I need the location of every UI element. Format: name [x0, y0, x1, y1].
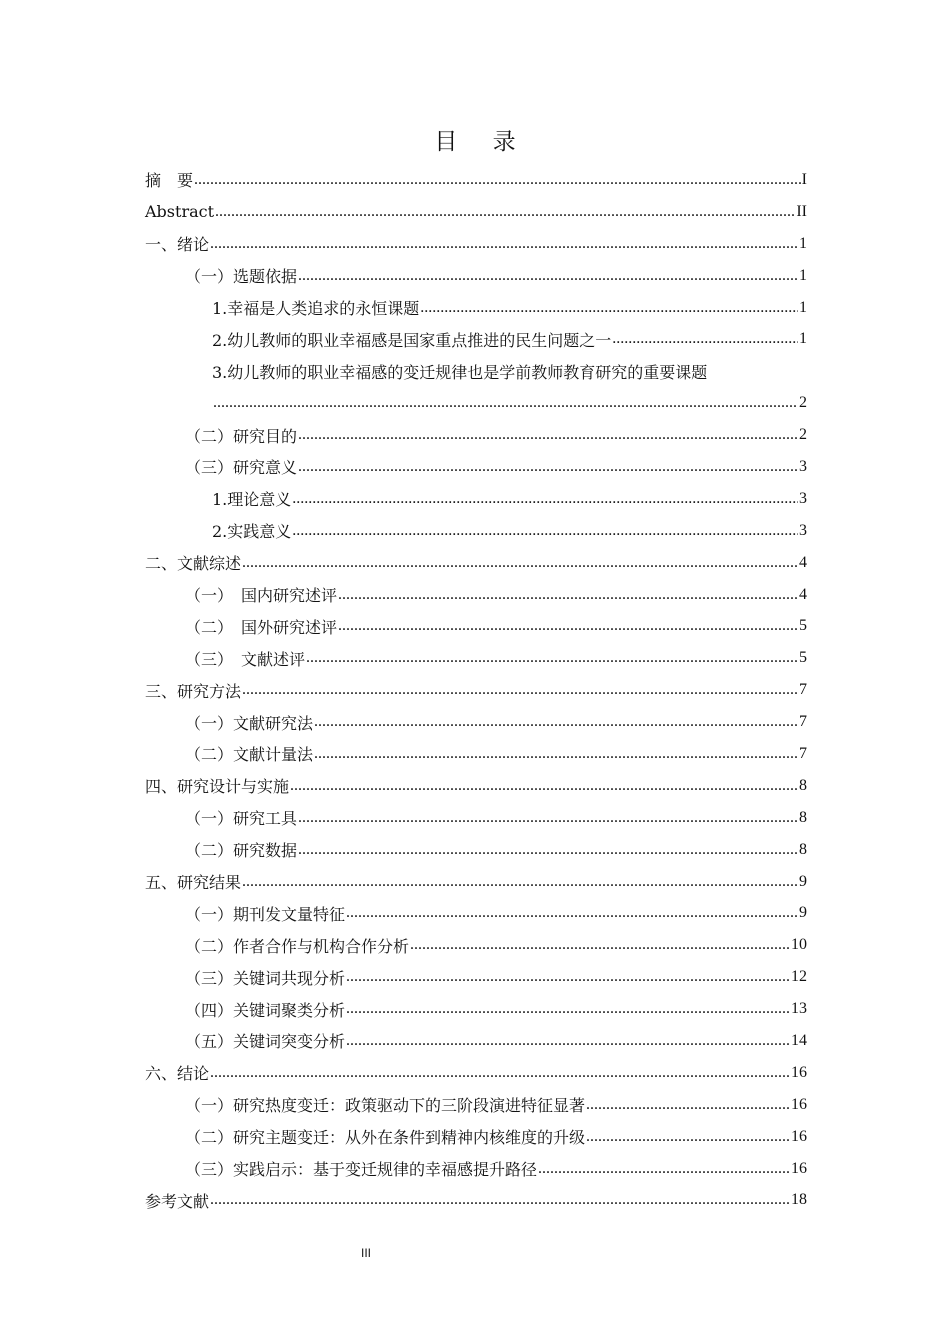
toc-entry-page: 7: [799, 744, 807, 762]
toc-entry-page: 1: [799, 298, 807, 316]
toc-entry-page: 12: [791, 968, 807, 986]
toc-entry[interactable]: [145, 1121, 807, 1153]
toc-entry-page: 1: [799, 234, 807, 252]
toc-entry-page: 9: [799, 872, 807, 890]
toc-entry[interactable]: [145, 610, 807, 642]
toc-entry-page: 8: [799, 776, 807, 794]
toc-entry-page: 1: [799, 266, 807, 284]
toc-entry-label: （一）期刊发文量特征: [185, 904, 346, 924]
toc-entry[interactable]: [145, 196, 807, 228]
toc-entry-page: 16: [791, 1095, 807, 1113]
toc-leader-dots: [314, 714, 798, 730]
toc-entry[interactable]: [145, 929, 807, 961]
toc-entry-label: （三） 文献述评: [185, 649, 306, 669]
toc-entry-page: 1: [799, 330, 807, 348]
toc-entry-page: 5: [799, 649, 807, 667]
toc-entry-label: 摘 要: [145, 171, 194, 191]
toc-leader-dots: [298, 268, 798, 284]
toc-leader-dots: [338, 618, 798, 634]
toc-entry-page: I: [801, 170, 807, 188]
toc-leader-dots: [290, 778, 798, 794]
toc-entry[interactable]: [145, 323, 807, 355]
toc-entry[interactable]: [145, 802, 807, 834]
toc-entry-label: （四）关键词聚类分析: [185, 1000, 346, 1020]
toc-entry-label: （三）实践启示：基于变迁规律的幸福感提升路径: [185, 1160, 538, 1180]
toc-entry-label: （三）关键词共现分析: [185, 968, 346, 988]
toc-entry-label: （一） 国内研究述评: [185, 586, 338, 606]
toc-entry-label: 五、研究结果: [145, 873, 242, 893]
toc-leader-dots: [242, 682, 798, 698]
toc-entry-continuation[interactable]: [145, 387, 807, 419]
toc-entry-page: 10: [791, 936, 807, 954]
toc-entry-page: II: [796, 202, 807, 220]
toc-entry[interactable]: [145, 260, 807, 292]
toc-entry[interactable]: [145, 834, 807, 866]
toc-entry[interactable]: [145, 993, 807, 1025]
toc-entry[interactable]: [145, 1089, 807, 1121]
toc-entry[interactable]: [145, 1153, 807, 1185]
toc-entry[interactable]: [145, 547, 807, 579]
toc-entry-label: 二、文献综述: [145, 554, 242, 574]
toc-entry[interactable]: [145, 451, 807, 483]
toc-entry[interactable]: [145, 770, 807, 802]
toc-entry-label: 2.实践意义: [212, 522, 292, 542]
toc-leader-dots: [338, 587, 798, 603]
toc-leader-dots: [586, 1097, 790, 1113]
toc-entry[interactable]: [145, 706, 807, 738]
toc-entry-page: 16: [791, 1063, 807, 1081]
toc-entry-page: 7: [799, 713, 807, 731]
page-footer-number: III: [360, 1246, 371, 1260]
toc-entry-label: 六、结论: [145, 1064, 210, 1084]
toc-leader-dots: [410, 937, 790, 953]
toc-entry[interactable]: [145, 738, 807, 770]
toc-leader-dots: [346, 969, 790, 985]
toc-entry[interactable]: [145, 579, 807, 611]
toc-leader-dots: [215, 204, 795, 220]
toc-leader-dots: [213, 395, 798, 411]
toc-entry[interactable]: [145, 1057, 807, 1089]
toc-entry[interactable]: [145, 419, 807, 451]
toc-entry-page: 16: [791, 1159, 807, 1177]
toc-leader-dots: [346, 1001, 790, 1017]
toc-leader-dots: [298, 842, 798, 858]
toc-entry[interactable]: [145, 483, 807, 515]
toc-entry-label: （二） 国外研究述评: [185, 617, 338, 637]
toc-entry-page: 8: [799, 808, 807, 826]
toc-entry-label: （二）作者合作与机构合作分析: [185, 936, 410, 956]
toc-entry-page: 2: [799, 394, 807, 412]
toc-entry-label: 四、研究设计与实施: [145, 777, 290, 797]
toc-entry-label: Abstract: [145, 202, 215, 222]
toc-title: 目 录: [434, 129, 530, 155]
toc-entry-page: 4: [799, 553, 807, 571]
toc-entry-label: （一）研究热度变迁：政策驱动下的三阶段演进特征显著: [185, 1096, 586, 1116]
toc-entry-label: 1.幸福是人类追求的永恒课题: [212, 299, 420, 318]
toc-entry[interactable]: [145, 866, 807, 898]
toc-entry-label: （一）文献研究法: [185, 713, 314, 733]
toc-leader-dots: [210, 236, 798, 252]
toc-leader-dots: [538, 1161, 790, 1177]
toc-entry-page: 5: [799, 617, 807, 635]
toc-entry-label: （五）关键词突变分析: [185, 1032, 346, 1052]
toc-entry[interactable]: [145, 515, 807, 547]
toc-entry-label: （三）研究意义: [185, 458, 298, 478]
toc-leader-dots: [242, 555, 798, 571]
toc-entry[interactable]: [145, 1025, 807, 1057]
toc-entry-label: （一）研究工具: [185, 809, 298, 829]
toc-entry-label: 3.幼儿教师的职业幸福感的变迁规律也是学前教师教育研究的重要课题: [212, 362, 708, 382]
toc-entry-label: （二）研究目的: [185, 426, 298, 446]
toc-leader-dots: [420, 300, 798, 316]
toc-leader-dots: [242, 874, 798, 890]
toc-entry-label: （二）文献计量法: [185, 745, 314, 765]
toc-entry-label: 1.理论意义: [212, 490, 292, 510]
toc-entry-page: 14: [791, 1031, 807, 1049]
toc-entry-label: （一）选题依据: [185, 267, 298, 287]
toc-leader-dots: [298, 810, 798, 826]
toc-leader-dots: [298, 427, 798, 443]
toc-entry[interactable]: [145, 292, 807, 324]
toc-entry-page: 13: [791, 1000, 807, 1018]
toc-leader-dots: [586, 1129, 790, 1145]
toc-entry-label: 一、绪论: [145, 235, 210, 255]
toc-entry[interactable]: [145, 897, 807, 929]
toc-leader-dots: [346, 1033, 790, 1049]
toc-entry[interactable]: [145, 228, 807, 260]
toc-entry-label: （二）研究主题变迁：从外在条件到精神内核维度的升级: [185, 1128, 586, 1148]
toc-leader-dots: [292, 491, 798, 507]
toc-entry-page: 7: [799, 681, 807, 699]
toc-leader-dots: [612, 331, 798, 347]
toc-entry-page: 3: [799, 457, 807, 475]
toc-entry[interactable]: [145, 164, 807, 196]
toc-entry-label: （二）研究数据: [185, 841, 298, 861]
toc-entry-page: 16: [791, 1127, 807, 1145]
toc-leader-dots: [314, 746, 798, 762]
toc-entry-label: 参考文献: [145, 1191, 210, 1211]
toc-leader-dots: [292, 523, 798, 539]
toc-entry-page: 9: [799, 904, 807, 922]
table-of-contents: [145, 164, 807, 1216]
toc-leader-dots: [306, 650, 798, 666]
toc-entry-page: 8: [799, 840, 807, 858]
toc-leader-dots: [210, 1192, 790, 1208]
toc-entry[interactable]: [145, 1185, 807, 1217]
toc-leader-dots: [346, 905, 798, 921]
toc-entry-page: 18: [791, 1191, 807, 1209]
toc-entry[interactable]: [145, 355, 807, 387]
toc-entry[interactable]: [145, 961, 807, 993]
toc-entry[interactable]: [145, 642, 807, 674]
toc-entry-label: 三、研究方法: [145, 681, 242, 701]
toc-leader-dots: [298, 459, 798, 475]
toc-entry-label: 2.幼儿教师的职业幸福感是国家重点推进的民生问题之一: [212, 330, 612, 350]
toc-entry-page: 3: [799, 489, 807, 507]
toc-leader-dots: [210, 1065, 790, 1081]
toc-entry[interactable]: [145, 674, 807, 706]
toc-leader-dots: [194, 172, 801, 188]
toc-entry-page: 4: [799, 585, 807, 603]
toc-entry-page: 2: [799, 426, 807, 444]
toc-entry-page: 3: [799, 521, 807, 539]
